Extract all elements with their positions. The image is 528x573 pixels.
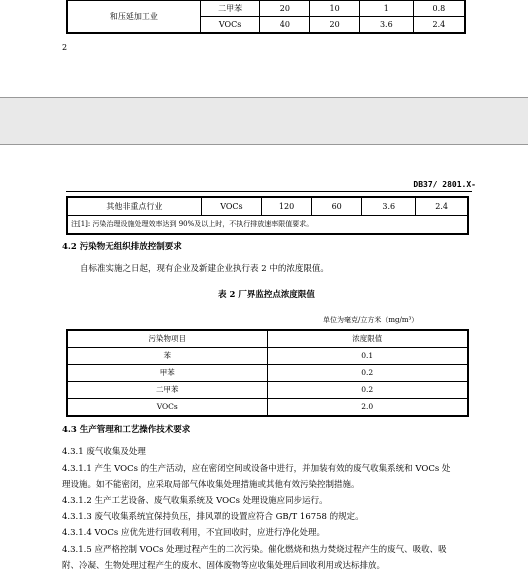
table-row [67, 1, 465, 17]
subsection-heading: 4.3.1 废气收集及处理 [62, 447, 146, 457]
table-caption: 表 2 厂界监控点浓度限值 [218, 290, 315, 300]
paragraph: 4.3.1.4 VOCs 应优先进行回收利用，不宜回收时，应进行净化处理。 [62, 528, 325, 538]
value-cell: 20 [260, 1, 310, 17]
table-note: 注[1]: 污染治理设施处理效率达到 90%及以上时，不执行排放速率限值要求。 [67, 216, 468, 235]
paragraph: 4.3.1.5 应严格控制 VOCs 处理过程产生的二次污染。催化燃烧和热力焚烧过程产生的废气、吸收、吸 [62, 545, 447, 555]
column-header: 污染物项目 [67, 330, 267, 348]
pollutant-cell: 苯 [67, 348, 267, 365]
standard-code-header: DB37/ 2801.X- [413, 180, 476, 189]
page-separator [0, 97, 528, 145]
value-cell: 120 [261, 197, 311, 216]
value-cell: 60 [312, 197, 362, 216]
pollutant-cell: 甲苯 [67, 365, 267, 382]
section-heading: 4.2 污染物无组织排放控制要求 [62, 242, 182, 252]
value-cell: 10 [310, 1, 360, 17]
paragraph: 4.3.1.3 废气收集系统宜保持负压，排风罩的设置应符合 GB/T 16758 的规定。 [62, 512, 364, 522]
emission-table-continued [66, 196, 469, 235]
section-heading: 4.3 生产管理和工艺操作技术要求 [62, 425, 191, 435]
boundary-concentration-table [66, 329, 469, 417]
value-cell: 3.6 [359, 17, 413, 34]
paragraph: 4.3.1.2 生产工艺设备、废气收集系统及 VOCs 处理设施应同步运行。 [62, 496, 328, 506]
value-cell: 2.4 [413, 17, 465, 34]
table-row [67, 197, 468, 216]
pollutant-cell: VOCs [201, 197, 261, 216]
value-cell: 2.4 [416, 197, 468, 216]
industry-cell: 和压延加工业 [67, 1, 200, 34]
table-row [67, 382, 468, 399]
table-row [67, 399, 468, 417]
table-row [67, 365, 468, 382]
value-cell: 0.2 [267, 365, 468, 382]
pollutant-cell: 二甲苯 [200, 1, 260, 17]
paragraph: 4.3.1.1 产生 VOCs 的生产活动，应在密闭空间或设备中进行，并加装有效的废气收集系统和 VOCs 处 [62, 464, 451, 474]
value-cell: 3.6 [362, 197, 416, 216]
pollutant-cell: VOCs [200, 17, 260, 34]
emission-table-continued [66, 0, 466, 34]
header-rule [66, 191, 472, 192]
paragraph: 附、冷凝、生物处理过程产生的废水、固体废物等应收集处理后回收利用或达标排放。 [62, 561, 386, 571]
page-number: 2 [62, 43, 68, 52]
table-row [67, 348, 468, 365]
table-header-row [67, 330, 468, 348]
value-cell: 40 [260, 17, 310, 34]
industry-cell: 其他非重点行业 [67, 197, 201, 216]
value-cell: 20 [310, 17, 360, 34]
paragraph: 理设施。如不能密闭，应采取局部气体收集处理措施或其他有效污染控制措施。 [62, 480, 360, 490]
value-cell: 0.1 [267, 348, 468, 365]
value-cell: 1 [359, 1, 413, 17]
column-header: 浓度限值 [267, 330, 468, 348]
unit-note: 单位为毫克/立方米（mg/m³） [323, 316, 419, 324]
pollutant-cell: VOCs [67, 399, 267, 417]
value-cell: 2.0 [267, 399, 468, 417]
table-note-row [67, 216, 468, 235]
paragraph: 自标准实施之日起，现有企业及新建企业执行表 2 中的浓度限值。 [80, 264, 329, 274]
value-cell: 0.8 [413, 1, 465, 17]
value-cell: 0.2 [267, 382, 468, 399]
pollutant-cell: 二甲苯 [67, 382, 267, 399]
